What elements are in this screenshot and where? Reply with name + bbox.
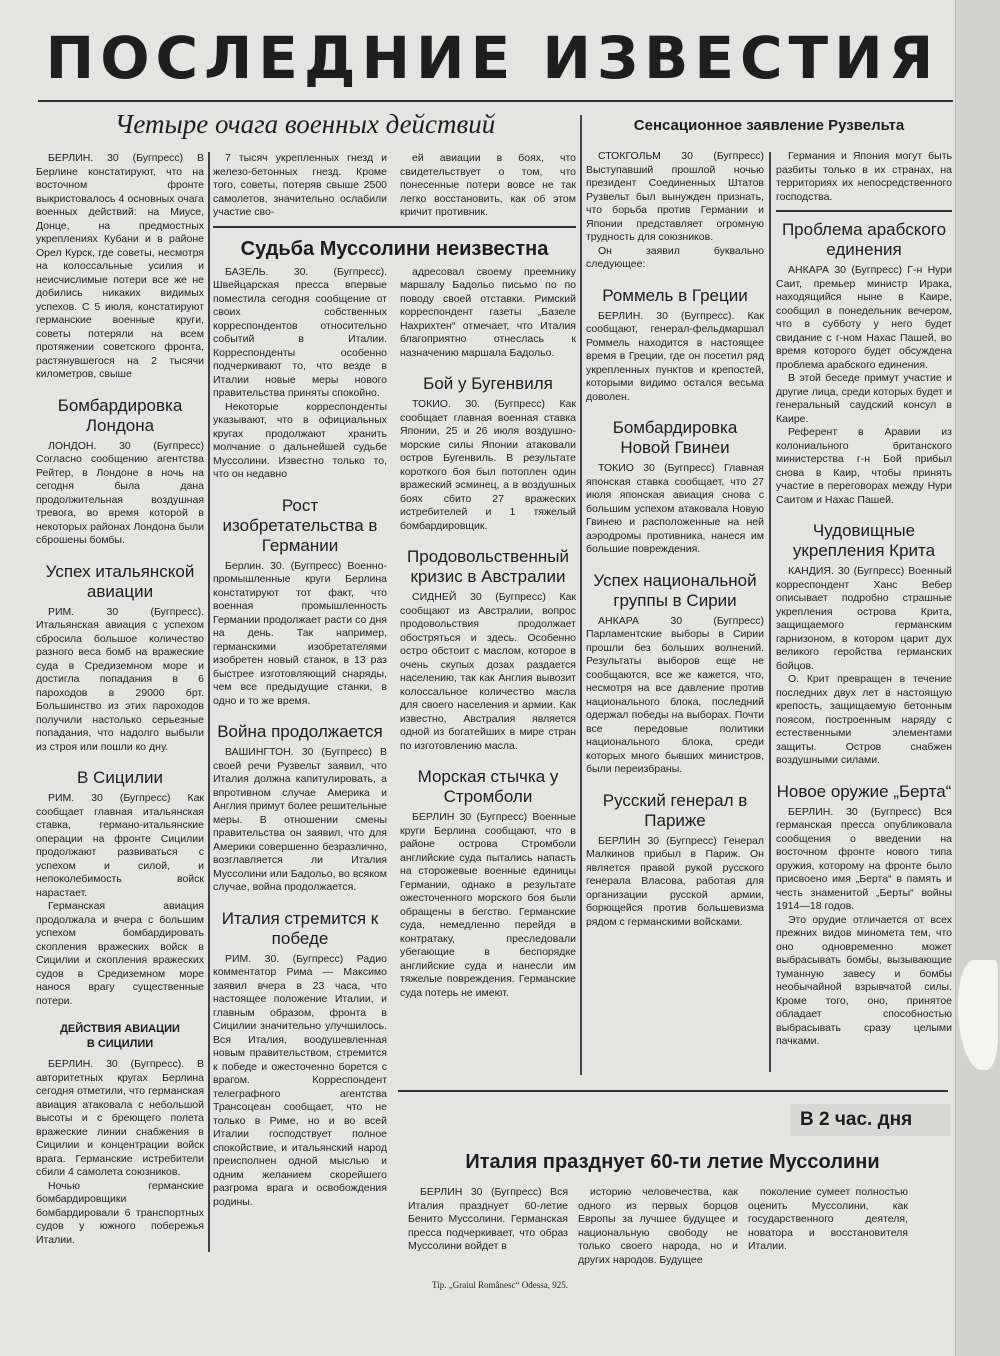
article-text: Берлин. 30. (Бугпресс) Военно-промышленные круги Берлина констатируют тот факт, что военная промышленность Германии продолжает расти со дня на день. Так например, германскими изобретателями изобретен новый станок, в 13 раз быстрее изготовляющий снаряды, чем все предыдущие станки, в одно и то же время. <box>213 559 387 707</box>
article-text: адресовал своему преемнику маршалу Бадольо письмо по по поводу своей отставки. Римский корреспондент газеты „Базеле Нахрихтен“ отмечает, что Италия благоприятно отнеслась к назначению маршала Бадольо. <box>400 265 576 359</box>
article-text: Германия и Япония могут быть разбиты только в их странах, на территориях их непосредственного господства. <box>776 150 952 203</box>
article-text: СИДНЕЙ 30 (Бугпресс) Как сообщают из Австралии, вопрос продовольствия продолжает обостряться и здесь. Особенно остро обстоит с маслом, которое в очень скупых дозах раздается населению, так как Англия вывозит колоссальное количество масла для своего населения и армии. Как известно, Австралия является одной из богатейших в мире стран по изготовлению масла. <box>400 591 576 752</box>
article-syria <box>586 571 764 777</box>
article-stromboli <box>400 767 576 1000</box>
column-1 <box>36 152 204 1261</box>
article-headline: Успех национальной группы в Сирии <box>593 570 757 610</box>
masthead-rule <box>38 100 953 102</box>
article-australia <box>400 547 576 753</box>
article-text: Референт в Аравии из колониального британского министерства г-н Бой прибыл снова в Каир, чтобы принять участие в переговорах между Нури Саитом и Нахас Пашей. <box>776 426 952 506</box>
time-banner: В 2 час. дня <box>790 1104 950 1136</box>
article-text: ей авиации в боях, что свидетельствует о том, что понесенные потери вовсе не так легко восстановить, как об этом кричит противник. <box>400 152 576 218</box>
mussolini-col-2 <box>400 266 576 361</box>
lead-headline-wrap <box>40 108 570 144</box>
article-text: Германская авиация продолжала и вчера с большим успехом бомбардировать скопления вражеских войск в Сицилии и скопления вражеских судов в Средиземном море нанося врагу существенные потери. <box>36 900 204 1007</box>
article-text: БЕРЛИН. 30 (Бугпресс). В авторитетных кругах Берлина сегодня отметили, что германская авиация атаковала с небольшой высоты и с бреющего полета вражеские линии снабжения в Сицилии и концентрации войск врага. Германские истребители сбили 4 самолета союзников. <box>36 1058 204 1178</box>
article-headline: Роммель в Греции <box>602 285 748 305</box>
article-text: РИМ. 30. (Бугпресс) Радио комментатор Рима — Максимо заявил вчера в 23 часа, что настоящее положение Италии, и главным образом, фронта в Сицилии значительно улучшилось. Вся Италия, воодушевленная новым правительством, стремится к победе и ожесточенно борется с врагом. Корреспондент телеграфного агентства Трансоцеан сообщает, что не только в Риме, но и во всей Италии господствует полное спокойствие, и итальянский народ преисполнен одной мыслью и одним желанием скорейшего разгрома врага и освобождения родины. <box>213 952 387 1208</box>
column-3 <box>400 266 576 1015</box>
article-headline: Италия празднует 60-ти летие Муссолини <box>465 1151 880 1173</box>
anniversary-col-2 <box>578 1186 738 1267</box>
anniversary-col-3 <box>748 1186 908 1254</box>
column-divider <box>769 152 771 1072</box>
article-text: БЕРЛИН. 30 (Бугпресс) Вся германская пресса опубликовала сообщения о введении на восточном фронте нового типа оружия, которому на фронте было присвоено имя „Берта“ в память и честь знаменитой „Берты“ войны 1914—18 годов. <box>776 805 952 912</box>
lead-continuation-row <box>213 152 576 220</box>
roosevelt-headline: Сенсационное заявление Рузвельта <box>633 117 905 134</box>
article-bertha <box>776 782 952 1049</box>
section-rule <box>213 226 576 228</box>
anniversary-col-1 <box>408 1186 568 1254</box>
columns-2-3 <box>213 152 576 1223</box>
article-text: ТОКИО 30 (Бугпресс) Главная японская ставка сообщает, что 27 июля японская авиация снова с большим успехом атаковала Новую Гвинею и расположенные на ней аэродромы противника, нанеся им большие повреждения. <box>586 462 764 555</box>
columns-2-3-body <box>213 266 576 1224</box>
roosevelt-col-1 <box>586 150 764 272</box>
article-text: ВАШИНГТОН. 30 (Бугпресс) В своей речи Рузвельт заявил, что Италия должна капитулировать, а впротивном случае Америка и Англия примут более решительные меры. В отношении смены правительства он заявил, что для Америки совершенно безразлично, возглавляется ли Италия Муссолини или Бадольо, во всяком случае, война продолжается. <box>213 746 387 893</box>
article-headline: Морская стычка у Стромболи <box>417 767 559 806</box>
article-headline: Бомбардировка Новой Гвинеи <box>612 418 738 457</box>
article-text: РИМ. 30 (Бугпресс) Как сообщает главная итальянская ставка, германо-итальянские операции на фронте Сицилии продолжают развиваться с успехом и силой, и непоколебимость войск нарастает. <box>36 792 204 899</box>
article-headline: Продовольственный кризис в Австралии <box>407 547 569 586</box>
article-headline: Бой у Бугенвиля <box>423 374 553 393</box>
article-crete <box>776 521 952 768</box>
mussolini-headline: Судьба Муссолини неизвестна <box>240 237 549 260</box>
article-text: Ночью германские бомбардировщики бомбардировали 6 транспортных судов у южного побережья Италии. <box>36 1179 204 1246</box>
article-headline: Новое оружие „Берта“ <box>776 781 952 801</box>
printer-imprint: Tip. „Graiul Românesc“ Odessa, 925. <box>432 1280 568 1290</box>
article-headline: Чудовищные укрепления Крита <box>792 521 936 560</box>
article-london <box>36 396 204 548</box>
article-text: ЛОНДОН. 30 (Бугпресс) Согласно сообщению агентства Рейтер, в Лондоне в ночь на сегодня была дана продолжительная воздушная тревога, во время которой в некоторых районах Лондона были сброшены бомбы. <box>36 439 204 546</box>
column-4 <box>586 150 764 943</box>
article-text: АНКАРА 30 (Бугпресс) Парламентские выборы в Сирии прошли без больших волнений. Результаты выборов еще не сообщаются, все же кажется, что, несмотря на все давление против национального блока, последний одержал победы на выборах. Почти все передовые политики национального блока, среди которых много бывших министров, были переизбраны. <box>586 614 764 775</box>
masthead: ПОСЛЕДНИЕ ИЗВЕСТИЯ <box>45 24 940 92</box>
lead-col-3 <box>400 152 576 220</box>
article-headline: Бомбардировка Лондона <box>57 395 183 435</box>
article-text: БЕРЛИН. 30 (Бугпресс). Как сообщают, генерал-фельдмаршал Роммель находится в настоящее время в Греции, где он посетил ряд укрепленных пунктов и крепостей, которыми видимо остался весьма доволен. <box>586 309 764 403</box>
article-italy-victory <box>213 909 387 1210</box>
torn-page-edge <box>955 0 1000 1356</box>
article-text: БЕРЛИН 30 (Бугпресс) Генерал Малкинов прибыл в Париж. Он является правой рукой русского генерала Власова, работая для организации русской армии, борющейся против большевизма рядом с германскими войсками. <box>586 834 764 928</box>
article-headline: Италия стремится к победе <box>221 908 379 948</box>
article-headline: Проблема арабского единения <box>781 220 947 259</box>
column-5 <box>776 150 952 1063</box>
article-text: СТОКГОЛЬМ 30 (Бугпресс) Выступавший прошлой ночью президент Соединенных Штатов Рузвельт был вынужден признать, что борьба против Германии и Японии представляет огромную трудность для союзников. <box>586 150 764 243</box>
article-rommel <box>586 286 764 405</box>
article-headline: Успех итальянской авиации <box>45 561 195 601</box>
article-text: РИМ. 30 (Бугпресс). Итальянская авиация с успехом сбросила большое количество разного веса бомб на вражеские суда в Средиземном море и достигла попадания в 6 пароходов в 29000 брт. Большинство из этих пароходов получили настолько серьезные попадания, что надолго выбыли из строя или пошли ко дну. <box>36 605 204 753</box>
column-divider <box>208 152 210 1252</box>
section-rule <box>398 1090 948 1092</box>
article-headline: В Сицилии <box>77 768 163 787</box>
article-war-continues <box>213 722 387 895</box>
lead-col-1 <box>36 152 204 382</box>
article-text: историю человечества, как одного из первых борцов Европы за лучшее будущее и национальную свободу не только своего народа, но и других народов. Будущее <box>578 1186 738 1266</box>
article-text: Он заявил буквально следующее: <box>586 244 764 270</box>
lead-headline: Четыре очага военных действий <box>114 109 496 139</box>
article-text: БЕРЛИН 30 (Бугпресс) Вся Италия празднует 60-летие Бенито Муссолини. Германская пресса подчеркивает, что образ Муссолини войдет в <box>408 1186 568 1252</box>
article-sicily <box>36 768 204 1008</box>
section-rule <box>776 210 952 212</box>
article-new-guinea <box>586 418 764 557</box>
article-headline: Русский генерал в Париже <box>602 790 748 830</box>
article-arab-unity <box>776 220 952 507</box>
article-text: ТОКИО. 30. (Бугпресс) Как сообщает главная военная ставка Японии, 25 и 26 июля воздушно-морские силы Японии атаковали остров Бугенвиль. В результате короткого боя был потоплен один вражеский эсминец, а в воздушных боях сбито 27 вражеских истребителей и 1 тяжелый бомбардировщик. <box>400 398 576 532</box>
article-text: Некоторые корреспонденты указывают, что в официальных кругах продолжают хранить молчание о дальнейшей судьбе Муссолини. Известно только то, что он недавно <box>213 400 387 480</box>
article-text: БЕРЛИН 30 (Бугпресс) Военные круги Берлина сообщают, что в районе острова Стромболи английские суда пытались напасть на сторожевые военные единицы Германии, однако в результате ожесточенного морского боя были обращены в бегство. Германские суда, немедленно перейдя в контратаку, преследовали убегающие в беспорядке английские суда и нанесли им тяжелые повреждения. Германские суда потерь не имеют. <box>400 811 576 999</box>
article-text: В этой беседе примут участие и другие лица, среди которых будет и генеральный саудский консул в Каире. <box>776 372 952 425</box>
article-text: БАЗЕЛЬ. 30. (Бугпресс). Швейцарская пресса впервые поместила сегодня сообщение от своих собственных корреспондентов относительно событий в Италии. Корреспонденты особенно подчеркивают то, что везде в Италии новые меры нового правительства приняты спокойно. <box>213 265 387 399</box>
column-divider <box>580 115 582 1075</box>
article-text: Это орудие отличается от всех прежних видов миномета тем, что оно одновременно может выбрасывать бомбы, вызывающие туманную завесу и бомбы необычайной взрывчатой силы. Кроме того, оно, принятое обладает способностью выбрасывать сразу целыми пачками. <box>776 913 952 1047</box>
article-text: БЕРЛИН. 30 (Бугпресс) В Берлине констатируют, что на восточном фронте выкристовалось 4 основных очага военных действий: на Миусе, Донце, на предмостных укреплениях Кубани и в районе Орел Курск, где советы, несмотря на колоссальные усилия и неисчислимые потери все же не добились никаких видимых успехов. С 5 июля, констатируют германские военные круги, советы потеряли на всем протяжении советского фронта, растянувшегося на 2 тысячи километров, свыше <box>36 152 204 380</box>
article-italian-aviation <box>36 562 204 755</box>
article-text: О. Крит превращен в течение последних двух лет в настоящую крепость, защищаемую бетонным поясом, построенным наряду с естественными элементами защиты. Остров снабжен воздушными силами. <box>776 673 952 766</box>
anniversary-headline-wrap <box>400 1148 945 1180</box>
article-bougainville <box>400 374 576 533</box>
article-text: поколение сумеет полностью оценить Муссолини, как государственного деятеля, новатора и восстановителя Италии. <box>748 1186 908 1252</box>
article-invention <box>213 496 387 709</box>
article-headline: Рост изобретательства в Германии <box>222 495 378 555</box>
article-headline: Война продолжается <box>217 722 383 741</box>
article-text: АНКАРА 30 (Бугпресс) Г-н Нури Саит, премьер министр Ирака, находящийся ныне в Каире, сообщил в понедельник вечером, что в субботу у него будет свидание с г-ном Нахас Пашей, во время которого будет обсуждена проблема арабского единения. <box>776 264 952 371</box>
article-text: КАНДИЯ. 30 (Бугпресс) Военный корреспондент Ханс Вебер описывает подробно страшные укрепления острова Крита, защищаемого германским гарнизоном, в котором царит дух великого геройства германских бойцов. <box>776 565 952 672</box>
article-aviation-sicily <box>36 1022 204 1247</box>
article-headline: ДЕЙСТВИЯ АВИАЦИИ В СИЦИЛИИ <box>60 1023 180 1050</box>
mussolini-col-1 <box>213 266 387 482</box>
column-2 <box>213 266 387 1224</box>
article-russian-general <box>586 791 764 930</box>
roosevelt-col-2 <box>776 150 952 204</box>
article-text: 7 тысяч укрепленных гнезд и железо-бетонных гнезд. Кроме того, советы, потеряв свыше 2500 самолетов, значительно ослабили участие сво- <box>213 152 387 218</box>
lead-col-2 <box>213 152 387 220</box>
